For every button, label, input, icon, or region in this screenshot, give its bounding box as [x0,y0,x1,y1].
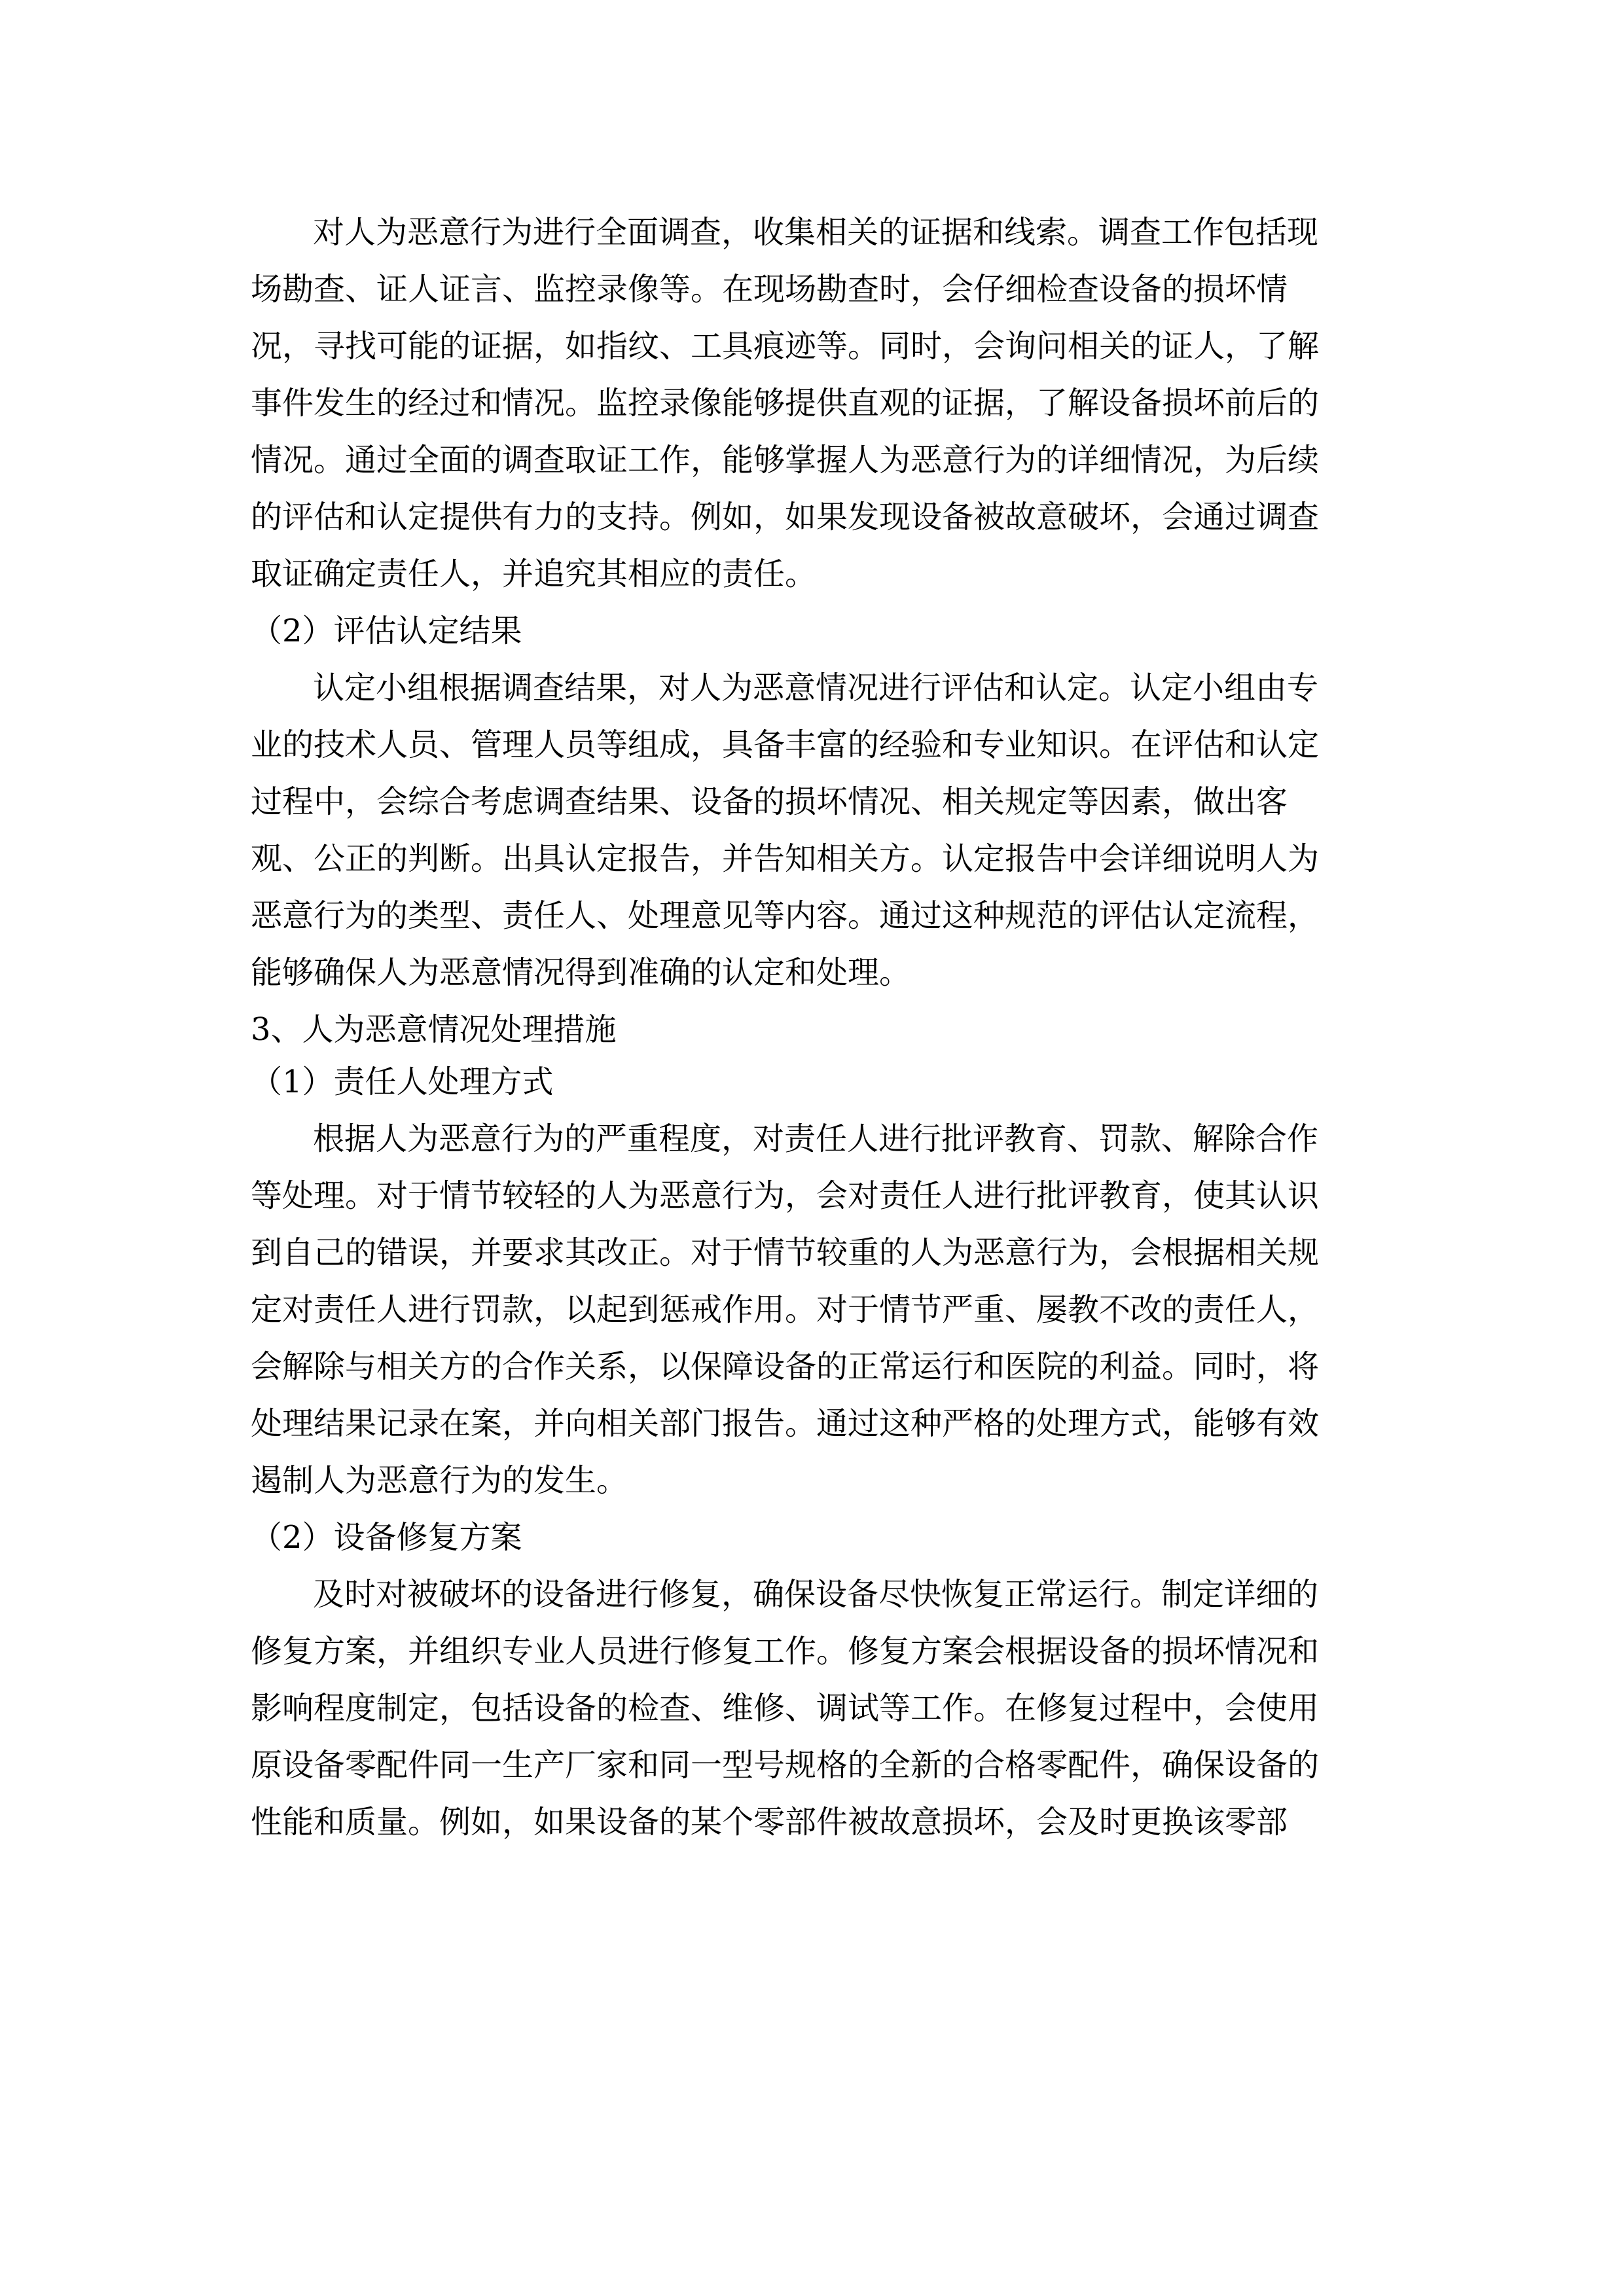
subheading-equipment-repair-plan: （2）设备修复方案 [251,1519,522,1556]
text-line: 修复方案，并组织专业人员进行修复工作。修复方案会根据设备的损坏情况和 [251,1633,1320,1670]
text-line: 况，寻找可能的证据，如指纹、工具痕迹等。同时，会询问相关的证人，了解 [251,328,1320,365]
text-line: 业的技术人员、管理人员等组成，具备丰富的经验和专业知识。在评估和认定 [251,726,1320,763]
text-line: 影响程度制定，包括设备的检查、维修、调试等工作。在修复过程中，会使用 [251,1690,1320,1727]
subheading-responsible-party-handling: （1）责任人处理方式 [251,1064,554,1100]
text-line: 及时对被破坏的设备进行修复，确保设备尽快恢复正常运行。制定详细的 [313,1576,1319,1613]
text-line: 性能和质量。例如，如果设备的某个零部件被故意损坏，会及时更换该零部 [251,1804,1288,1840]
text-line: 恶意行为的类型、责任人、处理意见等内容。通过这种规范的评估认定流程， [251,897,1320,934]
text-line: 到自己的错误，并要求其改正。对于情节较重的人为恶意行为，会根据相关规 [251,1234,1320,1271]
text-line: 取证确定责任人，并追究其相应的责任。 [251,556,817,592]
text-line: 会解除与相关方的合作关系，以保障设备的正常运行和医院的利益。同时，将 [251,1348,1320,1385]
text-line: 定对责任人进行罚款，以起到惩戒作用。对于情节严重、屡教不改的责任人， [251,1291,1320,1328]
text-line: 情况。通过全面的调查取证工作，能够掌握人为恶意行为的详细情况，为后续 [251,442,1320,478]
text-line: 的评估和认定提供有力的支持。例如，如果发现设备被故意破坏，会通过调查 [251,499,1320,535]
section-title-handling-measures: 3、人为恶意情况处理措施 [251,1011,617,1048]
text-line: 事件发生的经过和情况。监控录像能够提供直观的证据，了解设备损坏前后的 [251,385,1320,422]
text-line: 处理结果记录在案，并向相关部门报告。通过这种严格的处理方式，能够有效 [251,1405,1320,1442]
subheading-assessment-result: （2）评估认定结果 [251,613,522,649]
text-line: 对人为恶意行为进行全面调查，收集相关的证据和线索。调查工作包括现 [313,214,1319,251]
text-line: 认定小组根据调查结果，对人为恶意情况进行评估和认定。认定小组由专 [313,670,1319,706]
text-line: 原设备零配件同一生产厂家和同一型号规格的全新的合格零配件，确保设备的 [251,1747,1320,1784]
text-line: 能够确保人为恶意情况得到准确的认定和处理。 [251,954,911,991]
text-line: 遏制人为恶意行为的发生。 [251,1462,628,1499]
text-line: 等处理。对于情节较轻的人为恶意行为，会对责任人进行批评教育，使其认识 [251,1177,1320,1214]
text-line: 观、公正的判断。出具认定报告，并告知相关方。认定报告中会详细说明人为 [251,840,1320,877]
text-line: 场勘查、证人证言、监控录像等。在现场勘查时，会仔细检查设备的损坏情 [251,271,1288,308]
text-line: 过程中，会综合考虑调查结果、设备的损坏情况、相关规定等因素，做出客 [251,783,1288,820]
text-line: 根据人为恶意行为的严重程度，对责任人进行批评教育、罚款、解除合作 [313,1121,1319,1157]
